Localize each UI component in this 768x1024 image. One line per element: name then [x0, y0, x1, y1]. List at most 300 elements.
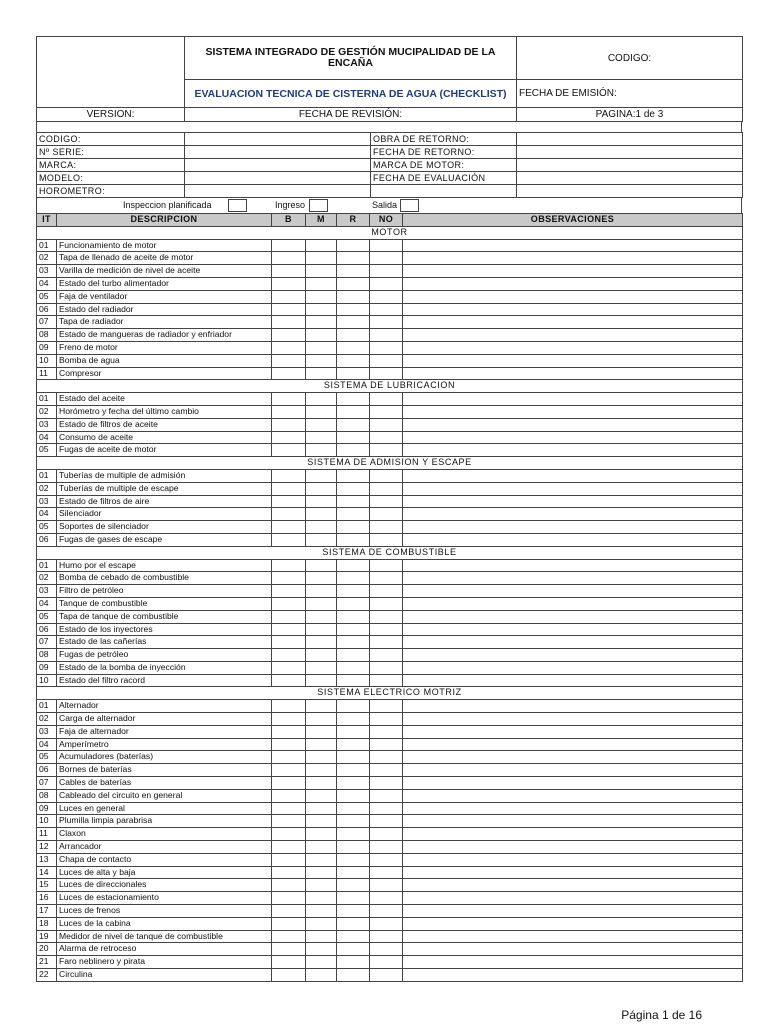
mark-cell-b[interactable] — [272, 265, 306, 278]
observations-cell[interactable] — [403, 969, 743, 982]
observations-cell[interactable] — [403, 930, 743, 943]
mark-cell-r[interactable] — [337, 879, 370, 892]
observations-cell[interactable] — [403, 265, 743, 278]
observations-cell[interactable] — [403, 623, 743, 636]
observations-cell[interactable] — [403, 341, 743, 354]
mark-cell-m[interactable] — [306, 610, 337, 623]
mark-cell-no[interactable] — [370, 508, 403, 521]
observations-cell[interactable] — [403, 917, 743, 930]
mark-cell-b[interactable] — [272, 969, 306, 982]
mark-cell-b[interactable] — [272, 559, 306, 572]
mark-cell-r[interactable] — [337, 789, 370, 802]
mark-cell-b[interactable] — [272, 713, 306, 726]
mark-cell-r[interactable] — [337, 610, 370, 623]
mark-cell-m[interactable] — [306, 533, 337, 546]
inspection-planned-checkbox[interactable] — [228, 199, 247, 212]
mark-cell-no[interactable] — [370, 879, 403, 892]
mark-cell-m[interactable] — [306, 956, 337, 969]
mark-cell-b[interactable] — [272, 252, 306, 265]
mark-cell-m[interactable] — [306, 495, 337, 508]
mark-cell-r[interactable] — [337, 252, 370, 265]
inspection-salida-checkbox[interactable] — [400, 199, 419, 212]
mark-cell-no[interactable] — [370, 649, 403, 662]
observations-cell[interactable] — [403, 431, 743, 444]
mark-cell-no[interactable] — [370, 917, 403, 930]
column-header: DESCRIPCION — [57, 214, 272, 227]
mark-cell-b[interactable] — [272, 521, 306, 534]
observations-cell[interactable] — [403, 700, 743, 713]
mark-cell-no[interactable] — [370, 815, 403, 828]
mark-cell-no[interactable] — [370, 610, 403, 623]
mark-cell-no[interactable] — [370, 713, 403, 726]
observations-cell[interactable] — [403, 585, 743, 598]
observations-cell[interactable] — [403, 597, 743, 610]
mark-cell-m[interactable] — [306, 559, 337, 572]
mark-cell-b[interactable] — [272, 917, 306, 930]
mark-cell-no[interactable] — [370, 777, 403, 790]
mark-cell-r[interactable] — [337, 905, 370, 918]
mark-cell-no[interactable] — [370, 316, 403, 329]
mark-cell-r[interactable] — [337, 751, 370, 764]
mark-cell-r[interactable] — [337, 469, 370, 482]
mark-cell-b[interactable] — [272, 367, 306, 380]
item-description: Luces de estacionamiento — [57, 892, 272, 905]
mark-cell-m[interactable] — [306, 290, 337, 303]
mark-cell-m[interactable] — [306, 905, 337, 918]
mark-cell-no[interactable] — [370, 943, 403, 956]
mark-cell-b[interactable] — [272, 316, 306, 329]
mark-cell-no[interactable] — [370, 725, 403, 738]
mark-cell-r[interactable] — [337, 956, 370, 969]
mark-cell-no[interactable] — [370, 418, 403, 431]
observations-cell[interactable] — [403, 252, 743, 265]
mark-cell-r[interactable] — [337, 405, 370, 418]
mark-cell-no[interactable] — [370, 495, 403, 508]
mark-cell-no[interactable] — [370, 661, 403, 674]
mark-cell-r[interactable] — [337, 444, 370, 457]
mark-cell-b[interactable] — [272, 341, 306, 354]
mark-cell-no[interactable] — [370, 252, 403, 265]
mark-cell-m[interactable] — [306, 508, 337, 521]
observations-cell[interactable] — [403, 559, 743, 572]
mark-cell-no[interactable] — [370, 239, 403, 252]
observations-cell[interactable] — [403, 943, 743, 956]
mark-cell-m[interactable] — [306, 866, 337, 879]
mark-cell-b[interactable] — [272, 943, 306, 956]
mark-cell-r[interactable] — [337, 316, 370, 329]
mark-cell-r[interactable] — [337, 764, 370, 777]
info-value-field[interactable] — [185, 159, 371, 172]
mark-cell-m[interactable] — [306, 943, 337, 956]
mark-cell-m[interactable] — [306, 841, 337, 854]
checklist-row — [37, 815, 743, 828]
observations-cell[interactable] — [403, 674, 743, 687]
mark-cell-b[interactable] — [272, 751, 306, 764]
mark-cell-b[interactable] — [272, 495, 306, 508]
mark-cell-b[interactable] — [272, 469, 306, 482]
mark-cell-no[interactable] — [370, 265, 403, 278]
observations-cell[interactable] — [403, 482, 743, 495]
info-value-field[interactable] — [517, 146, 743, 159]
observations-cell[interactable] — [403, 828, 743, 841]
mark-cell-r[interactable] — [337, 431, 370, 444]
mark-cell-no[interactable] — [370, 303, 403, 316]
mark-cell-no[interactable] — [370, 905, 403, 918]
mark-cell-r[interactable] — [337, 661, 370, 674]
mark-cell-r[interactable] — [337, 738, 370, 751]
observations-cell[interactable] — [403, 572, 743, 585]
mark-cell-b[interactable] — [272, 738, 306, 751]
mark-cell-r[interactable] — [337, 508, 370, 521]
observations-cell[interactable] — [403, 879, 743, 892]
observations-cell[interactable] — [403, 764, 743, 777]
mark-cell-b[interactable] — [272, 649, 306, 662]
info-value-field[interactable] — [517, 185, 743, 198]
mark-cell-m[interactable] — [306, 482, 337, 495]
mark-cell-no[interactable] — [370, 469, 403, 482]
observations-cell[interactable] — [403, 354, 743, 367]
mark-cell-no[interactable] — [370, 956, 403, 969]
mark-cell-b[interactable] — [272, 418, 306, 431]
mark-cell-r[interactable] — [337, 341, 370, 354]
mark-cell-m[interactable] — [306, 892, 337, 905]
mark-cell-no[interactable] — [370, 930, 403, 943]
mark-cell-b[interactable] — [272, 777, 306, 790]
mark-cell-m[interactable] — [306, 713, 337, 726]
pagina-label: PAGINA:1 de 3 — [517, 108, 743, 122]
mark-cell-b[interactable] — [272, 533, 306, 546]
info-value-field[interactable] — [517, 159, 743, 172]
observations-cell[interactable] — [403, 508, 743, 521]
observations-cell[interactable] — [403, 738, 743, 751]
observations-cell[interactable] — [403, 239, 743, 252]
mark-cell-m[interactable] — [306, 585, 337, 598]
mark-cell-b[interactable] — [272, 623, 306, 636]
item-number: 05 — [37, 610, 57, 623]
mark-cell-r[interactable] — [337, 521, 370, 534]
mark-cell-no[interactable] — [370, 405, 403, 418]
mark-cell-m[interactable] — [306, 405, 337, 418]
mark-cell-r[interactable] — [337, 802, 370, 815]
mark-cell-r[interactable] — [337, 892, 370, 905]
mark-cell-r[interactable] — [337, 495, 370, 508]
mark-cell-b[interactable] — [272, 789, 306, 802]
observations-cell[interactable] — [403, 751, 743, 764]
mark-cell-m[interactable] — [306, 751, 337, 764]
info-label: Nº SERIE: — [37, 146, 185, 159]
mark-cell-b[interactable] — [272, 303, 306, 316]
mark-cell-b[interactable] — [272, 892, 306, 905]
mark-cell-no[interactable] — [370, 853, 403, 866]
mark-cell-r[interactable] — [337, 393, 370, 406]
mark-cell-m[interactable] — [306, 661, 337, 674]
mark-cell-no[interactable] — [370, 585, 403, 598]
mark-cell-r[interactable] — [337, 265, 370, 278]
mark-cell-r[interactable] — [337, 623, 370, 636]
mark-cell-m[interactable] — [306, 277, 337, 290]
mark-cell-m[interactable] — [306, 469, 337, 482]
observations-cell[interactable] — [403, 521, 743, 534]
info-value-field[interactable] — [185, 146, 371, 159]
mark-cell-b[interactable] — [272, 802, 306, 815]
mark-cell-m[interactable] — [306, 239, 337, 252]
mark-cell-no[interactable] — [370, 290, 403, 303]
mark-cell-b[interactable] — [272, 956, 306, 969]
mark-cell-no[interactable] — [370, 521, 403, 534]
mark-cell-no[interactable] — [370, 482, 403, 495]
mark-cell-no[interactable] — [370, 828, 403, 841]
mark-cell-m[interactable] — [306, 700, 337, 713]
observations-cell[interactable] — [403, 789, 743, 802]
mark-cell-b[interactable] — [272, 866, 306, 879]
mark-cell-r[interactable] — [337, 969, 370, 982]
mark-cell-no[interactable] — [370, 789, 403, 802]
mark-cell-b[interactable] — [272, 277, 306, 290]
mark-cell-no[interactable] — [370, 841, 403, 854]
mark-cell-no[interactable] — [370, 354, 403, 367]
observations-cell[interactable] — [403, 649, 743, 662]
mark-cell-m[interactable] — [306, 521, 337, 534]
vehicle-info-table — [36, 132, 743, 198]
observations-cell[interactable] — [403, 367, 743, 380]
mark-cell-b[interactable] — [272, 610, 306, 623]
mark-cell-no[interactable] — [370, 892, 403, 905]
mark-cell-r[interactable] — [337, 482, 370, 495]
observations-cell[interactable] — [403, 495, 743, 508]
mark-cell-b[interactable] — [272, 354, 306, 367]
mark-cell-r[interactable] — [337, 367, 370, 380]
mark-cell-r[interactable] — [337, 777, 370, 790]
info-value-field[interactable] — [517, 172, 743, 185]
mark-cell-m[interactable] — [306, 930, 337, 943]
mark-cell-b[interactable] — [272, 930, 306, 943]
info-value-field[interactable] — [185, 172, 371, 185]
mark-cell-no[interactable] — [370, 367, 403, 380]
mark-cell-no[interactable] — [370, 751, 403, 764]
mark-cell-b[interactable] — [272, 290, 306, 303]
mark-cell-no[interactable] — [370, 802, 403, 815]
mark-cell-b[interactable] — [272, 725, 306, 738]
mark-cell-b[interactable] — [272, 329, 306, 342]
observations-cell[interactable] — [403, 905, 743, 918]
mark-cell-r[interactable] — [337, 866, 370, 879]
column-header: M — [306, 214, 337, 227]
item-description: Luces de alta y baja — [57, 866, 272, 879]
observations-cell[interactable] — [403, 956, 743, 969]
mark-cell-no[interactable] — [370, 738, 403, 751]
mark-cell-m[interactable] — [306, 252, 337, 265]
mark-cell-m[interactable] — [306, 738, 337, 751]
info-value-field[interactable] — [185, 185, 371, 198]
observations-cell[interactable] — [403, 853, 743, 866]
mark-cell-m[interactable] — [306, 341, 337, 354]
mark-cell-m[interactable] — [306, 367, 337, 380]
mark-cell-r[interactable] — [337, 354, 370, 367]
item-number: 03 — [37, 265, 57, 278]
mark-cell-no[interactable] — [370, 533, 403, 546]
info-label: OBRA DE RETORNO: — [371, 133, 517, 146]
mark-cell-r[interactable] — [337, 329, 370, 342]
mark-cell-m[interactable] — [306, 764, 337, 777]
mark-cell-r[interactable] — [337, 649, 370, 662]
mark-cell-r[interactable] — [337, 303, 370, 316]
mark-cell-no[interactable] — [370, 700, 403, 713]
mark-cell-no[interactable] — [370, 341, 403, 354]
mark-cell-r[interactable] — [337, 597, 370, 610]
mark-cell-b[interactable] — [272, 700, 306, 713]
mark-cell-m[interactable] — [306, 354, 337, 367]
mark-cell-no[interactable] — [370, 866, 403, 879]
mark-cell-no[interactable] — [370, 597, 403, 610]
observations-cell[interactable] — [403, 393, 743, 406]
mark-cell-b[interactable] — [272, 674, 306, 687]
item-number: 01 — [37, 700, 57, 713]
mark-cell-r[interactable] — [337, 572, 370, 585]
mark-cell-no[interactable] — [370, 969, 403, 982]
mark-cell-m[interactable] — [306, 393, 337, 406]
observations-cell[interactable] — [403, 841, 743, 854]
mark-cell-r[interactable] — [337, 815, 370, 828]
observations-cell[interactable] — [403, 725, 743, 738]
mark-cell-m[interactable] — [306, 597, 337, 610]
mark-cell-no[interactable] — [370, 764, 403, 777]
mark-cell-no[interactable] — [370, 431, 403, 444]
observations-cell[interactable] — [403, 866, 743, 879]
mark-cell-m[interactable] — [306, 969, 337, 982]
mark-cell-no[interactable] — [370, 329, 403, 342]
observations-cell[interactable] — [403, 290, 743, 303]
mark-cell-r[interactable] — [337, 585, 370, 598]
observations-cell[interactable] — [403, 418, 743, 431]
mark-cell-no[interactable] — [370, 674, 403, 687]
mark-cell-r[interactable] — [337, 636, 370, 649]
mark-cell-r[interactable] — [337, 930, 370, 943]
mark-cell-r[interactable] — [337, 700, 370, 713]
mark-cell-b[interactable] — [272, 905, 306, 918]
mark-cell-b[interactable] — [272, 239, 306, 252]
observations-cell[interactable] — [403, 444, 743, 457]
mark-cell-m[interactable] — [306, 853, 337, 866]
inspection-ingreso-checkbox[interactable] — [309, 199, 328, 212]
mark-cell-r[interactable] — [337, 239, 370, 252]
mark-cell-r[interactable] — [337, 277, 370, 290]
mark-cell-b[interactable] — [272, 661, 306, 674]
observations-cell[interactable] — [403, 802, 743, 815]
observations-cell[interactable] — [403, 777, 743, 790]
observations-cell[interactable] — [403, 277, 743, 290]
observations-cell[interactable] — [403, 610, 743, 623]
mark-cell-r[interactable] — [337, 917, 370, 930]
observations-cell[interactable] — [403, 469, 743, 482]
mark-cell-m[interactable] — [306, 802, 337, 815]
checklist-row — [37, 290, 743, 303]
mark-cell-m[interactable] — [306, 431, 337, 444]
mark-cell-no[interactable] — [370, 636, 403, 649]
observations-cell[interactable] — [403, 636, 743, 649]
mark-cell-m[interactable] — [306, 674, 337, 687]
mark-cell-r[interactable] — [337, 853, 370, 866]
mark-cell-b[interactable] — [272, 815, 306, 828]
mark-cell-r[interactable] — [337, 943, 370, 956]
checklist-row — [37, 316, 743, 329]
info-value-field[interactable] — [185, 133, 371, 146]
mark-cell-m[interactable] — [306, 623, 337, 636]
observations-cell[interactable] — [403, 815, 743, 828]
mark-cell-r[interactable] — [337, 418, 370, 431]
mark-cell-b[interactable] — [272, 482, 306, 495]
mark-cell-no[interactable] — [370, 572, 403, 585]
mark-cell-b[interactable] — [272, 585, 306, 598]
mark-cell-m[interactable] — [306, 444, 337, 457]
mark-cell-r[interactable] — [337, 533, 370, 546]
checklist-row — [37, 418, 743, 431]
mark-cell-m[interactable] — [306, 329, 337, 342]
mark-cell-m[interactable] — [306, 917, 337, 930]
mark-cell-no[interactable] — [370, 623, 403, 636]
mark-cell-m[interactable] — [306, 649, 337, 662]
mark-cell-b[interactable] — [272, 597, 306, 610]
mark-cell-r[interactable] — [337, 290, 370, 303]
mark-cell-r[interactable] — [337, 828, 370, 841]
mark-cell-m[interactable] — [306, 777, 337, 790]
mark-cell-b[interactable] — [272, 841, 306, 854]
mark-cell-m[interactable] — [306, 815, 337, 828]
mark-cell-m[interactable] — [306, 828, 337, 841]
info-value-field[interactable] — [517, 133, 743, 146]
mark-cell-m[interactable] — [306, 303, 337, 316]
mark-cell-m[interactable] — [306, 418, 337, 431]
item-number: 18 — [37, 917, 57, 930]
observations-cell[interactable] — [403, 316, 743, 329]
mark-cell-b[interactable] — [272, 431, 306, 444]
observations-cell[interactable] — [403, 329, 743, 342]
mark-cell-no[interactable] — [370, 444, 403, 457]
mark-cell-r[interactable] — [337, 674, 370, 687]
mark-cell-b[interactable] — [272, 572, 306, 585]
mark-cell-r[interactable] — [337, 725, 370, 738]
mark-cell-b[interactable] — [272, 508, 306, 521]
mark-cell-m[interactable] — [306, 879, 337, 892]
mark-cell-m[interactable] — [306, 789, 337, 802]
mark-cell-no[interactable] — [370, 559, 403, 572]
mark-cell-m[interactable] — [306, 636, 337, 649]
mark-cell-no[interactable] — [370, 393, 403, 406]
mark-cell-b[interactable] — [272, 828, 306, 841]
mark-cell-b[interactable] — [272, 444, 306, 457]
mark-cell-r[interactable] — [337, 559, 370, 572]
mark-cell-m[interactable] — [306, 725, 337, 738]
mark-cell-r[interactable] — [337, 841, 370, 854]
mark-cell-b[interactable] — [272, 853, 306, 866]
mark-cell-m[interactable] — [306, 316, 337, 329]
mark-cell-b[interactable] — [272, 879, 306, 892]
observations-cell[interactable] — [403, 892, 743, 905]
mark-cell-b[interactable] — [272, 636, 306, 649]
observations-cell[interactable] — [403, 405, 743, 418]
mark-cell-r[interactable] — [337, 713, 370, 726]
mark-cell-m[interactable] — [306, 265, 337, 278]
observations-cell[interactable] — [403, 303, 743, 316]
mark-cell-b[interactable] — [272, 393, 306, 406]
mark-cell-b[interactable] — [272, 405, 306, 418]
mark-cell-m[interactable] — [306, 572, 337, 585]
item-number: 01 — [37, 393, 57, 406]
mark-cell-b[interactable] — [272, 764, 306, 777]
mark-cell-no[interactable] — [370, 277, 403, 290]
observations-cell[interactable] — [403, 713, 743, 726]
observations-cell[interactable] — [403, 533, 743, 546]
observations-cell[interactable] — [403, 661, 743, 674]
